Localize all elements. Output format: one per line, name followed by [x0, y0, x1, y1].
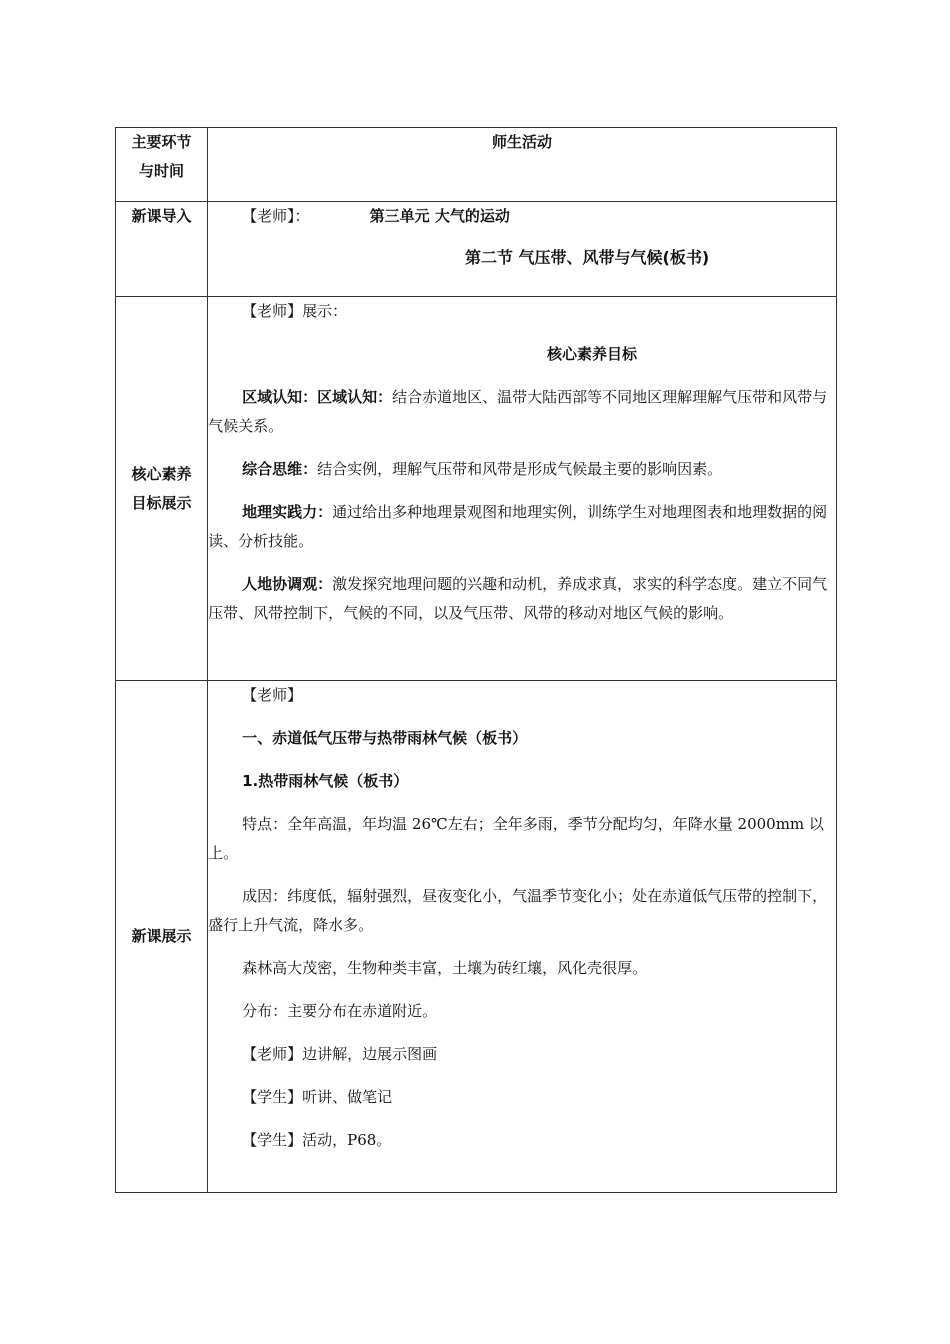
newlesson-features: 特点：全年高温，年均温 26℃左右；全年多雨，季节分配均匀，年降水量 2000mm 以上。: [208, 815, 824, 862]
intro-teacher-tag: 【老师】：: [242, 207, 310, 225]
core-stage-cell: [116, 297, 208, 681]
core-row: [116, 297, 837, 681]
core-teacher-show: 【老师】展示：: [242, 302, 348, 320]
newlesson-forest: 森林高大茂密，生物种类丰富，土壤为砖红壤，风化壳很厚。: [242, 959, 648, 977]
newlesson-teacher-action: 【老师】边讲解，边展示图画: [242, 1045, 438, 1063]
header-stage-line2: 与时间: [139, 162, 185, 180]
newlesson-distribution: 分布：主要分布在赤道附近。: [242, 1002, 438, 1020]
newlesson-stage-label: 新课展示: [131, 927, 192, 945]
core-item-regional-head: 区域认知：区域认知：: [242, 388, 393, 406]
lesson-plan-table: [115, 127, 837, 1193]
newlesson-student-action2: 【学生】活动，P68。: [242, 1131, 392, 1149]
intro-row: [116, 202, 837, 297]
newlesson-row: [116, 681, 837, 1193]
core-item-harmony: [208, 570, 836, 628]
intro-activity-cell: [208, 202, 837, 297]
core-item-regional: [208, 383, 836, 441]
newlesson-causes: 成因：纬度低，辐射强烈，昼夜变化小，气温季节变化小；处在赤道低气压带的控制下，盛行上升气流，降水多。: [208, 887, 828, 934]
core-item-harmony-text: 激发探究地理问题的兴趣和动机，养成求真，求实的科学态度。建立不同气压带、风带控制下，气候的不同，以及气压带、风带的移动对地区气候的影响。: [208, 575, 828, 622]
header-activity-label: 师生活动: [492, 133, 553, 151]
unit-title: 第三单元 大气的运动: [369, 207, 510, 225]
core-item-practice-head: 地理实践力：: [242, 503, 333, 521]
intro-unit-line: [208, 202, 836, 231]
newlesson-heading2: 1.热带雨林气候（板书）: [242, 772, 409, 790]
section-title: 第二节 气压带、风带与气候(板书): [464, 248, 710, 267]
core-item-regional-text: 结合赤道地区、温带大陆西部等不同地区理解理解气压带和风带与气候关系。: [208, 388, 828, 435]
core-stage-line1: 核心素养: [131, 464, 192, 483]
header-stage-cell: [116, 128, 208, 202]
core-item-harmony-head: 人地协调观：: [242, 575, 333, 593]
core-item-practice: [208, 498, 836, 556]
header-row: [116, 128, 837, 202]
header-activity-cell: [208, 128, 837, 202]
core-item-thinking-text: 结合实例，理解气压带和风带是形成气候最主要的影响因素。: [317, 460, 723, 478]
core-title: 核心素养目标: [547, 345, 638, 363]
core-item-practice-text: 通过给出多种地理景观图和地理实例，训练学生对地理图表和地理数据的阅读、分析技能。: [208, 503, 828, 550]
intro-stage-label: 新课导入: [131, 207, 192, 225]
intro-stage-cell: [116, 202, 208, 297]
core-stage-line2: 目标展示: [131, 493, 192, 512]
header-stage-line1: 主要环节: [131, 133, 192, 151]
newlesson-teacher-tag: 【老师】: [242, 686, 303, 704]
newlesson-student-action1: 【学生】听讲、做笔记: [242, 1088, 393, 1106]
newlesson-stage-cell: [116, 681, 208, 1193]
core-activity-cell: [208, 297, 837, 681]
core-item-thinking-head: 综合思维：: [242, 460, 318, 478]
core-item-thinking: [208, 455, 836, 484]
newlesson-heading1: 一、赤道低气压带与热带雨林气候（板书）: [242, 729, 528, 747]
newlesson-activity-cell: [208, 681, 837, 1193]
